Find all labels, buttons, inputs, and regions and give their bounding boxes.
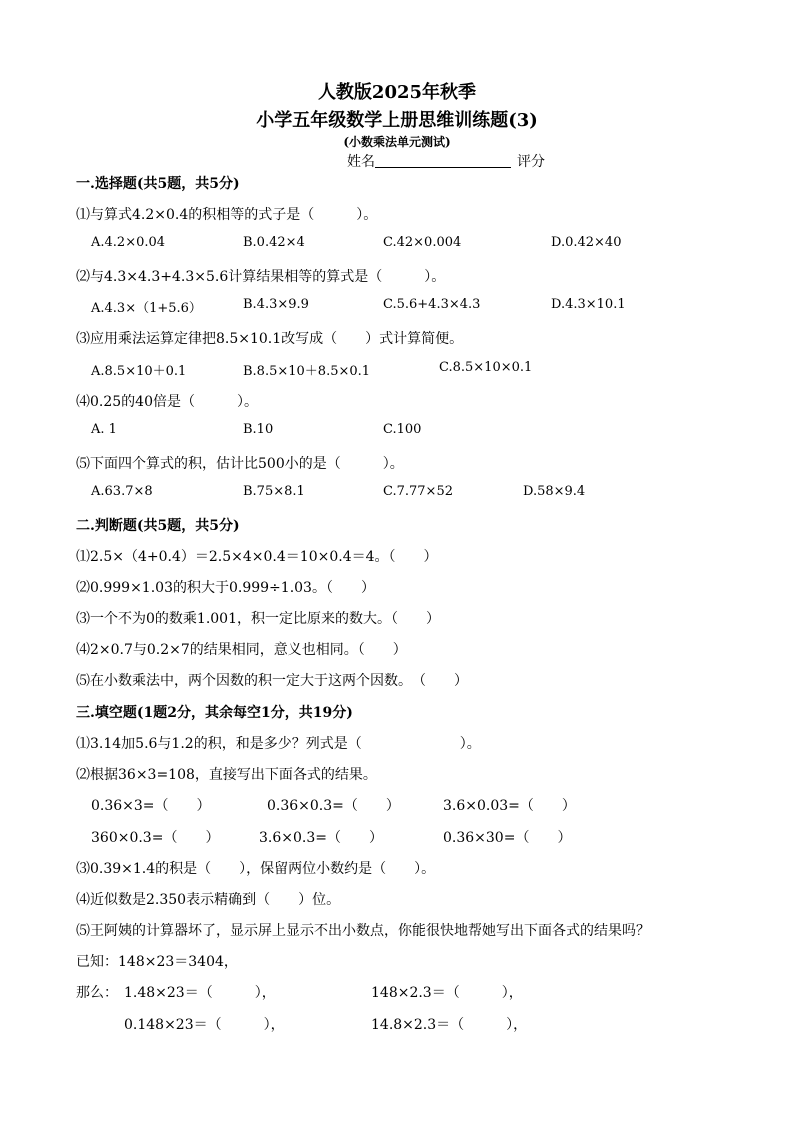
s3-q2-item-4: 360×0.3=（ ） — [91, 830, 220, 846]
s2-question-3: ⑶一个不为0的数乘1.001，积一定比原来的数大。（ ） — [76, 611, 440, 627]
section3-heading: 三.填空题(1题2分，其余每空1分，共19分) — [76, 705, 353, 721]
s1-q4-option-b: B.10 — [243, 422, 274, 437]
name-blank[interactable] — [375, 152, 511, 168]
s1-q1-option-d: D.0.42×40 — [551, 235, 622, 250]
s3-question-4: ⑷近似数是2.350表示精确到（ ）位。 — [76, 892, 341, 908]
s1-q1-option-a: A.4.2×0.04 — [91, 235, 166, 250]
s3-q2-item-6: 0.36×30=（ ） — [443, 830, 572, 846]
s3-q5-item-1: 1.48×23＝（ ）， — [124, 985, 276, 1001]
s3-q5-item-2: 148×2.3＝（ ）， — [371, 985, 523, 1001]
s3-question-3: ⑶0.39×1.4的积是（ ），保留两位小数约是（ ）。 — [76, 861, 436, 877]
s1-q3-option-c: C.8.5×10×0.1 — [439, 360, 533, 375]
s3-q2-item-2: 0.36×0.3=（ ） — [267, 798, 400, 814]
s1-q5-option-d: D.58×9.4 — [523, 484, 586, 499]
name-score-line — [347, 151, 545, 171]
s1-question-3: ⑶应用乘法运算定律把8.5×10.1改写成（ ）式计算简便。 — [76, 331, 464, 347]
subtitle: (小数乘法单元测试) — [343, 135, 451, 149]
s1-question-2: ⑵与4.3×4.3+4.3×5.6计算结果相等的算式是（ ）。 — [76, 269, 446, 285]
s1-q2-option-b: B.4.3×9.9 — [243, 297, 309, 312]
s3-q5-known: 已知：148×23＝3404， — [76, 954, 238, 970]
s3-q5-item-3: 0.148×23＝（ ）， — [124, 1017, 285, 1033]
s2-question-1: ⑴2.5×（4+0.4）＝2.5×4×0.4＝10×0.4＝4。（ ） — [76, 549, 438, 565]
s3-q2-item-3: 3.6×0.03=（ ） — [443, 798, 576, 814]
s1-q5-option-c: C.7.77×52 — [383, 484, 453, 499]
s1-question-4: ⑷0.25的40倍是（ ）。 — [76, 394, 258, 410]
title-line-2: 小学五年级数学上册思维训练题(3) — [256, 110, 538, 131]
s3-question-5: ⑸王阿姨的计算器坏了，显示屏上显示不出小数点，你能很快地帮她写出下面各式的结果吗？ — [76, 923, 650, 939]
s3-q2-item-1: 0.36×3=（ ） — [91, 798, 211, 814]
s3-q2-item-5: 3.6×0.3=（ ） — [259, 830, 383, 846]
s2-question-5: ⑸在小数乘法中，两个因数的积一定大于这两个因数。 （ ） — [76, 673, 468, 689]
name-label: 姓名 — [347, 154, 375, 170]
s2-question-4: ⑷2×0.7与0.2×7的结果相同，意义也相同。（ ） — [76, 642, 407, 658]
score-label: 评分 — [517, 154, 545, 170]
s1-q2-option-d: D.4.3×10.1 — [551, 297, 626, 312]
s1-q4-option-c: C.100 — [383, 422, 422, 437]
title-line-1: 人教版2025年秋季 — [317, 82, 477, 103]
s1-q5-option-a: A.63.7×8 — [91, 484, 153, 499]
s2-question-2: ⑵0.999×1.03的积大于0.999÷1.03。（ ） — [76, 580, 375, 596]
s3-question-2: ⑵根据36×3=108，直接写出下面各式的结果。 — [76, 767, 377, 783]
s1-q2-option-c: C.5.6+4.3×4.3 — [383, 297, 481, 312]
s1-q5-option-b: B.75×8.1 — [243, 484, 305, 499]
s1-question-5: ⑸下面四个算式的积，估计比500小的是（ ）。 — [76, 456, 404, 472]
s1-q1-option-b: B.0.42×4 — [243, 235, 305, 250]
s1-q4-option-a: A. 1 — [91, 422, 117, 437]
s1-question-1: ⑴与算式4.2×0.4的积相等的式子是（ ）。 — [76, 207, 378, 223]
s1-q3-option-b: B.8.5×10＋8.5×0.1 — [243, 364, 371, 379]
section1-heading: 一.选择题(共5题，共5分) — [76, 176, 240, 192]
s1-q2-option-a: A.4.3×（1+5.6） — [91, 301, 202, 316]
s1-q3-option-a: A.8.5×10＋0.1 — [91, 364, 187, 379]
s3-q5-item-4: 14.8×2.3＝（ ）， — [371, 1017, 528, 1033]
s3-question-1: ⑴3.14加5.6与1.2的积，和是多少？列式是（ ）。 — [76, 736, 481, 752]
s1-q1-option-c: C.42×0.004 — [383, 235, 462, 250]
s3-q5-then-label: 那么： — [76, 985, 118, 1001]
section2-heading: 二.判断题(共5题，共5分) — [76, 518, 240, 534]
